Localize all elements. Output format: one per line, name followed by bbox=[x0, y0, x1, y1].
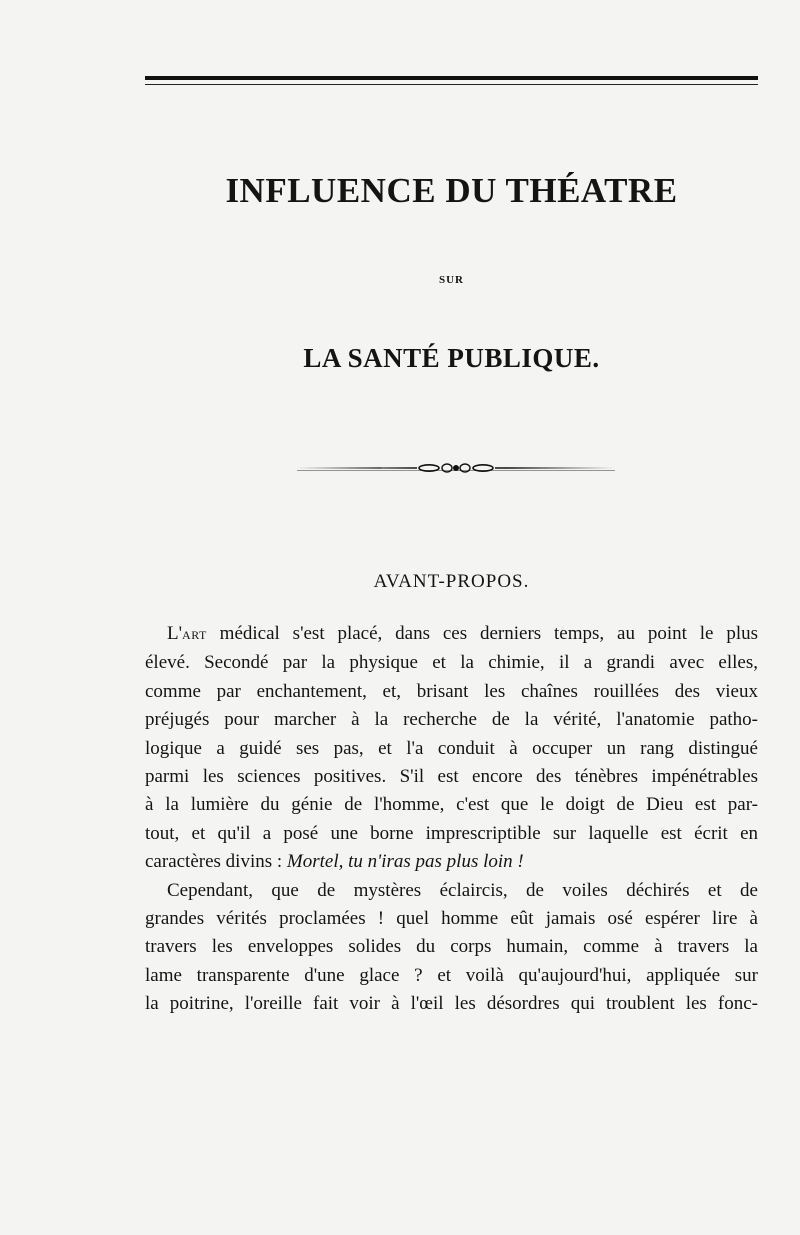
paragraph-1-line-5: logique a guidé ses pas, et l'a conduit à occuper un rang distingué bbox=[145, 737, 758, 759]
paragraph-1-line-3: comme par enchantement, et, brisant les chaînes rouillées des vieux bbox=[145, 680, 758, 702]
body-text bbox=[145, 620, 758, 1019]
paragraph-1-line-4: préjugés pour marcher à la recherche de la vérité, l'anatomie patho- bbox=[145, 709, 758, 731]
line-text: caractères divins : bbox=[145, 851, 287, 873]
paragraph-1-line-2: élevé. Secondé par la physique et la chimie, il a grandi avec elles, bbox=[145, 652, 758, 674]
page-subtitle: LA SANTÉ PUBLIQUE. bbox=[303, 343, 600, 373]
paragraph-2-line-2: grandes vérités proclamées ! quel homme eût jamais osé espérer lire à bbox=[145, 908, 758, 930]
dropcap-letter: L' bbox=[167, 623, 183, 644]
top-thin-rule bbox=[145, 84, 758, 85]
italic-quote: Mortel, tu n'iras pas plus loin ! bbox=[286, 851, 524, 873]
smallcaps-word: ART bbox=[182, 628, 207, 642]
paragraph-2-line-1: Cependant, que de mystères éclaircis, de voiles déchirés et de bbox=[167, 879, 758, 901]
paragraph-1-line-8: tout, et qu'il a posé une borne imprescriptible sur laquelle est écrit en bbox=[145, 822, 758, 844]
paragraph-1-line-9 bbox=[145, 848, 758, 876]
paragraph-2-line-5: la poitrine, l'oreille fait voir à l'œil les désordres qui troublent les fonc- bbox=[145, 993, 758, 1015]
title-connector: SUR bbox=[438, 274, 464, 286]
paragraph-1-line-6: parmi les sciences positives. S'il est encore des ténèbres impénétrables bbox=[145, 766, 758, 788]
paragraph-1-line-7: à la lumière du génie de l'homme, c'est que le doigt de Dieu est par- bbox=[145, 794, 758, 816]
page-title: INFLUENCE DU THÉATRE bbox=[225, 171, 678, 210]
decorative-flourish-icon bbox=[297, 458, 615, 478]
section-heading: AVANT-PROPOS. bbox=[373, 571, 530, 592]
top-thick-rule bbox=[145, 76, 758, 80]
paragraph-1-line-1 bbox=[145, 620, 758, 649]
line-text: médical s'est placé, dans ces derniers temps, au point le plus bbox=[206, 623, 758, 644]
paragraph-2-line-4: lame transparente d'une glace ? et voilà qu'aujourd'hui, appliquée sur bbox=[145, 964, 758, 986]
paragraph-2-line-3: travers les enveloppes solides du corps humain, comme à travers la bbox=[145, 936, 758, 958]
